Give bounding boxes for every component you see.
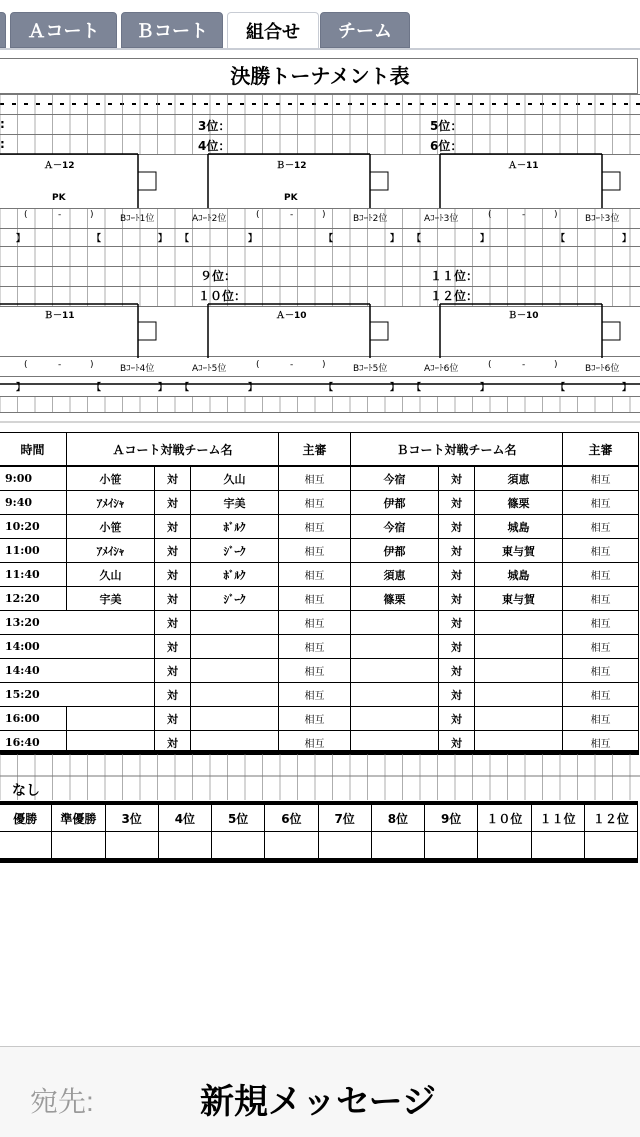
vs-cell: 対	[155, 539, 191, 563]
header-time: 時間	[0, 433, 67, 467]
referee-cell: 相互	[563, 466, 639, 491]
rank-header: 準優勝	[52, 805, 105, 832]
vs-cell: 対	[439, 611, 475, 635]
score-open: (	[24, 210, 28, 220]
time-cell: 14:00	[0, 635, 155, 659]
vs-cell: 対	[439, 563, 475, 587]
team-cell: 篠栗	[351, 587, 439, 611]
schedule-header-row	[0, 433, 639, 467]
score-dash: -	[58, 360, 62, 370]
header-referee: 主審	[279, 433, 351, 467]
referee-cell: 相互	[563, 731, 639, 755]
team-cell: ﾎﾞﾙｸ	[191, 515, 279, 539]
referee-cell: 相互	[563, 659, 639, 683]
seed-label: Bｺｰﾄ2位	[353, 214, 388, 224]
schedule-row	[0, 515, 639, 539]
tab-previous[interactable]	[0, 12, 6, 48]
vs-cell: 対	[439, 707, 475, 731]
seed-label: Bｺｰﾄ4位	[120, 364, 155, 374]
bracket-close: 】	[16, 383, 26, 393]
score-close: )	[322, 360, 326, 370]
vs-cell: 対	[155, 563, 191, 587]
team-cell	[351, 659, 439, 683]
referee-cell: 相互	[279, 563, 351, 587]
rank-value	[318, 832, 371, 859]
schedule-row	[0, 539, 639, 563]
vs-cell: 対	[155, 515, 191, 539]
bracket-open: 【	[556, 234, 566, 244]
team-cell: 小笹	[67, 515, 155, 539]
rank-value	[105, 832, 158, 859]
tab-a-court[interactable]: Ａコート	[10, 12, 117, 48]
page-title: 決勝トーナメント表	[230, 64, 410, 88]
referee-cell: 相互	[563, 635, 639, 659]
team-cell	[351, 611, 439, 635]
schedule-row	[0, 587, 639, 611]
team-cell	[67, 707, 155, 731]
vs-cell: 対	[439, 587, 475, 611]
rank-header: 5位	[212, 805, 265, 832]
seed-label: Bｺｰﾄ3位	[585, 214, 620, 224]
rank-value	[0, 832, 52, 859]
vs-cell: 対	[155, 683, 191, 707]
match-label: Ａ－11	[508, 161, 539, 171]
pk-label: PK	[52, 193, 66, 203]
time-cell: 16:00	[0, 707, 67, 731]
rank-header: 9位	[425, 805, 478, 832]
schedule-row	[0, 635, 639, 659]
team-cell: 須恵	[351, 563, 439, 587]
bracket-close: 】	[16, 234, 26, 244]
bracket-close: 】	[390, 234, 400, 244]
vs-cell: 対	[439, 466, 475, 491]
rank-header: 8位	[371, 805, 424, 832]
grid-box	[370, 322, 388, 340]
rank-header: １２位	[584, 805, 637, 832]
bracket-open: 【	[556, 383, 566, 393]
score-dash: -	[290, 210, 294, 220]
score-dash: -	[290, 360, 294, 370]
team-cell	[475, 611, 563, 635]
vs-cell: 対	[439, 539, 475, 563]
match-label: Ａ－10	[276, 311, 307, 321]
team-cell: ﾎﾞﾙｸ	[191, 563, 279, 587]
referee-cell: 相互	[563, 707, 639, 731]
none-label: なし	[12, 783, 40, 799]
vs-cell: 対	[155, 466, 191, 491]
schedule-row	[0, 466, 639, 491]
vs-cell: 対	[439, 635, 475, 659]
bracket-open: 【	[180, 234, 190, 244]
place-6: 6位：	[430, 139, 463, 153]
place-12: １２位：	[430, 289, 479, 303]
rank-value	[584, 832, 637, 859]
rank-value	[478, 832, 531, 859]
bracket-open: 【	[180, 383, 190, 393]
referee-cell: 相互	[279, 466, 351, 491]
team-cell	[191, 683, 279, 707]
team-cell: ｼﾞｰｸ	[191, 539, 279, 563]
time-cell: 12:20	[0, 587, 67, 611]
bracket-close: 】	[622, 383, 632, 393]
bracket-close: 】	[622, 234, 632, 244]
bracket-close: 】	[480, 234, 490, 244]
bracket-open: 【	[92, 383, 102, 393]
vs-cell: 対	[155, 611, 191, 635]
schedule-row	[0, 683, 639, 707]
time-cell: 10:20	[0, 515, 67, 539]
team-cell: 宇美	[191, 491, 279, 515]
tab-bar	[0, 0, 640, 52]
time-cell: 9:00	[0, 466, 67, 491]
seed-label: Aｺｰﾄ5位	[192, 364, 227, 374]
rank-header: 優勝	[0, 805, 52, 832]
vs-cell: 対	[155, 731, 191, 755]
divider	[0, 859, 638, 863]
team-cell: 須恵	[475, 466, 563, 491]
match-label: Ｂ－11	[44, 311, 75, 321]
team-cell	[351, 707, 439, 731]
team-cell	[351, 683, 439, 707]
vs-cell: 対	[439, 731, 475, 755]
bracket-close: 】	[248, 383, 258, 393]
rank-value	[425, 832, 478, 859]
vs-cell: 対	[155, 707, 191, 731]
vs-cell: 対	[155, 491, 191, 515]
score-close: )	[554, 210, 558, 220]
time-cell: 11:00	[0, 539, 67, 563]
vs-cell: 対	[439, 515, 475, 539]
referee-cell: 相互	[563, 611, 639, 635]
team-cell: 伊都	[351, 491, 439, 515]
place-5: 5位：	[430, 119, 463, 133]
referee-cell: 相互	[279, 515, 351, 539]
referee-cell: 相互	[563, 491, 639, 515]
seed-label: Aｺｰﾄ6位	[424, 364, 459, 374]
header-b-court: Ｂコート対戦チーム名	[351, 433, 563, 467]
bracket-close: 】	[390, 383, 400, 393]
bracket-open: 【	[324, 383, 334, 393]
team-cell: 東与賀	[475, 587, 563, 611]
score-close: )	[554, 360, 558, 370]
time-cell: 11:40	[0, 563, 67, 587]
bracket-close: 】	[248, 234, 258, 244]
team-cell	[475, 683, 563, 707]
tab-b-court[interactable]: Ｂコート	[121, 12, 223, 48]
schedule-row	[0, 659, 639, 683]
rank-header: 3位	[105, 805, 158, 832]
header-a-court: Ａコート対戦チーム名	[67, 433, 279, 467]
team-cell: ｼﾞｰｸ	[191, 587, 279, 611]
referee-cell: 相互	[279, 587, 351, 611]
referee-cell: 相互	[563, 587, 639, 611]
score-open: (	[256, 210, 260, 220]
score-open: (	[488, 210, 492, 220]
team-cell	[191, 659, 279, 683]
schedule-row	[0, 563, 639, 587]
score-open: (	[488, 360, 492, 370]
score-close: )	[90, 360, 94, 370]
referee-cell: 相互	[279, 707, 351, 731]
time-cell: 16:40	[0, 731, 67, 755]
grid-box	[138, 172, 156, 190]
bracket-close: 】	[480, 383, 490, 393]
team-cell: 城島	[475, 515, 563, 539]
match-label: Ａ－12	[44, 161, 75, 171]
seed-label: Bｺｰﾄ5位	[353, 364, 388, 374]
schedule-row	[0, 491, 639, 515]
bracket-open: 【	[412, 383, 422, 393]
score-open: (	[24, 360, 28, 370]
team-cell: 今宿	[351, 466, 439, 491]
ranking-table	[0, 804, 638, 859]
team-cell: 久山	[191, 466, 279, 491]
team-cell: 城島	[475, 563, 563, 587]
pk-label: PK	[284, 193, 298, 203]
team-cell: 東与賀	[475, 539, 563, 563]
match-label: Ｂ－12	[276, 161, 307, 171]
match-label: Ｂ－10	[508, 311, 539, 321]
referee-cell: 相互	[563, 515, 639, 539]
grid-box	[602, 172, 620, 190]
vs-cell: 対	[439, 659, 475, 683]
team-cell: 今宿	[351, 515, 439, 539]
ranking-value-row	[0, 832, 638, 859]
referee-cell: 相互	[279, 539, 351, 563]
rank-header: １０位	[478, 805, 531, 832]
team-cell: ｱﾒｲｼｬ	[67, 539, 155, 563]
team-cell: 伊都	[351, 539, 439, 563]
time-cell: 14:40	[0, 659, 155, 683]
team-cell: 宇美	[67, 587, 155, 611]
referee-cell: 相互	[563, 563, 639, 587]
place-11: １１位：	[430, 269, 479, 283]
score-dash: -	[522, 210, 526, 220]
score-dash: -	[522, 360, 526, 370]
team-cell	[191, 635, 279, 659]
bracket-close: 】	[158, 383, 168, 393]
grid-box	[602, 322, 620, 340]
referee-cell: 相互	[279, 635, 351, 659]
vs-cell: 対	[155, 659, 191, 683]
team-cell: ｱﾒｲｼｬ	[67, 491, 155, 515]
seed-label: Aｺｰﾄ2位	[192, 214, 227, 224]
rank-value	[371, 832, 424, 859]
place-1-partial: :	[0, 117, 5, 131]
rank-value	[265, 832, 318, 859]
grid-box	[138, 322, 156, 340]
time-cell: 9:40	[0, 491, 67, 515]
seed-label: Bｺｰﾄ6位	[585, 364, 620, 374]
tab-team[interactable]: チーム	[320, 12, 410, 48]
new-message-title: 新規メッセージ	[200, 1083, 436, 1121]
team-cell	[351, 635, 439, 659]
team-cell	[475, 635, 563, 659]
referee-cell: 相互	[279, 611, 351, 635]
vs-cell: 対	[439, 683, 475, 707]
score-close: )	[322, 210, 326, 220]
score-open: (	[256, 360, 260, 370]
rank-value	[52, 832, 105, 859]
rank-value	[531, 832, 584, 859]
place-2-partial: :	[0, 137, 5, 151]
schedule-table	[0, 432, 639, 755]
place-9: ９位：	[200, 269, 237, 283]
bracket-open: 【	[324, 234, 334, 244]
rank-header: 6位	[265, 805, 318, 832]
vs-cell: 対	[439, 491, 475, 515]
referee-cell: 相互	[279, 491, 351, 515]
grid-box	[370, 172, 388, 190]
bracket-close: 】	[158, 234, 168, 244]
vs-cell: 対	[155, 587, 191, 611]
team-cell: 篠栗	[475, 491, 563, 515]
team-cell	[475, 659, 563, 683]
team-cell	[475, 707, 563, 731]
vs-cell: 対	[155, 635, 191, 659]
team-cell: 小笹	[67, 466, 155, 491]
place-4: 4位：	[198, 139, 231, 153]
seed-label: Aｺｰﾄ3位	[424, 214, 459, 224]
header-referee: 主審	[563, 433, 639, 467]
rank-header: 4位	[158, 805, 211, 832]
team-cell	[191, 611, 279, 635]
referee-cell: 相互	[279, 683, 351, 707]
bracket-open: 【	[412, 234, 422, 244]
referee-cell: 相互	[563, 539, 639, 563]
tab-bracket[interactable]: 組合せ	[227, 12, 319, 48]
referee-cell: 相互	[563, 683, 639, 707]
notes-grid	[0, 754, 640, 802]
schedule-row	[0, 611, 639, 635]
rank-value	[212, 832, 265, 859]
bracket-open: 【	[92, 234, 102, 244]
referee-cell: 相互	[279, 731, 351, 755]
time-cell: 15:20	[0, 683, 155, 707]
place-10: １０位：	[198, 289, 247, 303]
team-cell	[191, 707, 279, 731]
ranking-header-row	[0, 805, 638, 832]
schedule-row	[0, 707, 639, 731]
rank-value	[158, 832, 211, 859]
tab-underline	[0, 48, 640, 50]
rank-header: 7位	[318, 805, 371, 832]
score-close: )	[90, 210, 94, 220]
seed-label: Bｺｰﾄ1位	[120, 214, 155, 224]
rank-header: １１位	[531, 805, 584, 832]
team-cell: 久山	[67, 563, 155, 587]
time-cell: 13:20	[0, 611, 155, 635]
referee-cell: 相互	[279, 659, 351, 683]
place-3: 3位：	[198, 119, 231, 133]
score-dash: -	[58, 210, 62, 220]
recipient-label[interactable]: 宛先:	[30, 1086, 94, 1117]
